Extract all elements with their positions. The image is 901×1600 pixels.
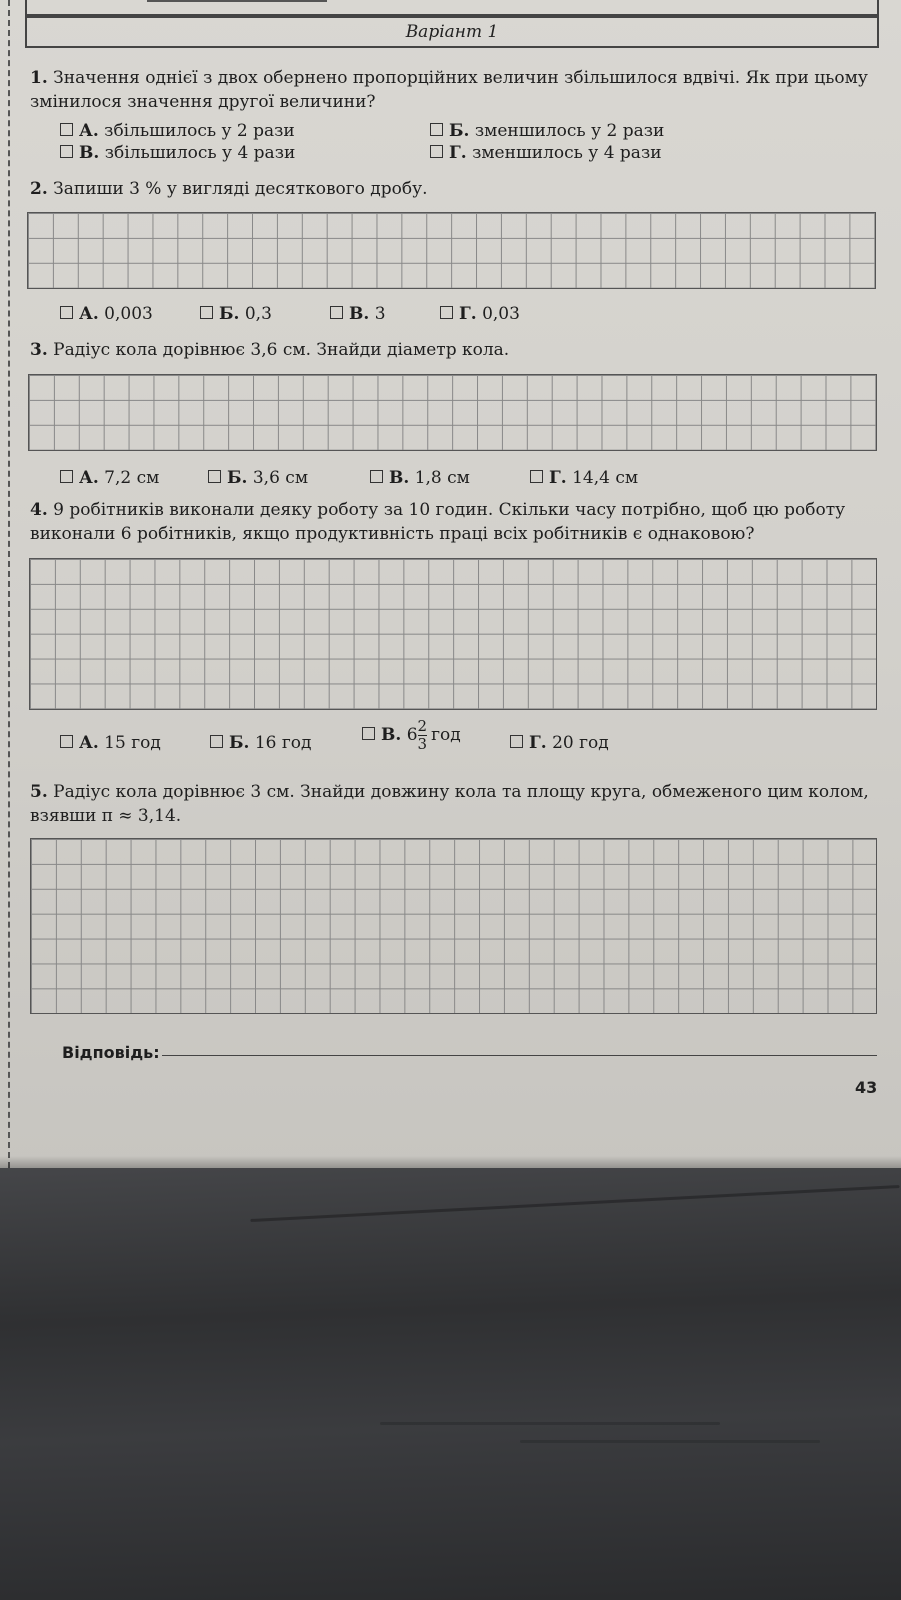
- checkbox-icon[interactable]: [60, 470, 73, 483]
- question-number: 4.: [30, 500, 48, 520]
- question-text: Радіус кола дорівнює 3 см. Знайди довжину кола та площу круга, обмеженого цим колом, взявши π ≈ 3,14.: [30, 782, 869, 826]
- checkbox-icon[interactable]: [362, 727, 375, 740]
- q3-option-b[interactable]: Б. 3,6 см: [208, 468, 308, 488]
- header-strip: [25, 0, 879, 16]
- checkbox-icon[interactable]: [440, 306, 453, 319]
- q1-option-c[interactable]: В. збільшилось у 4 рази: [60, 143, 295, 163]
- checkbox-icon[interactable]: [60, 123, 73, 136]
- question-3: [30, 338, 878, 362]
- question-text: Радіус кола дорівнює 3,6 см. Знайди діаметр кола.: [53, 340, 510, 360]
- q1-option-a[interactable]: А. збільшилось у 2 рази: [60, 121, 295, 141]
- q4-option-c[interactable]: В. 6 $\frac{2}{3}$ год: [362, 718, 461, 753]
- q1-option-d[interactable]: Г. зменшилось у 4 рази: [430, 143, 662, 163]
- mixed-fraction: $\frac{2}{3}$: [417, 717, 428, 753]
- question-text: Значення однієї з двох обернено пропорційних величин збільшилося вдвічі. Як при цьому змінилося значення другої величини?: [30, 68, 868, 112]
- question-4: [30, 498, 878, 546]
- checkbox-icon[interactable]: [430, 145, 443, 158]
- checkbox-icon[interactable]: [330, 306, 343, 319]
- question-text: Запиши 3 % у вигляді десяткового дробу.: [53, 179, 428, 199]
- variant-title: Варіант 1: [25, 16, 879, 48]
- question-number: 3.: [30, 340, 48, 360]
- checkbox-icon[interactable]: [370, 470, 383, 483]
- question-1: [30, 66, 878, 114]
- q2-option-a[interactable]: А. 0,003: [60, 304, 153, 324]
- q3-option-c[interactable]: В. 1,8 см: [370, 468, 470, 488]
- q1-option-b[interactable]: Б. зменшилось у 2 рази: [430, 121, 664, 141]
- checkbox-icon[interactable]: [60, 306, 73, 319]
- q3-option-a[interactable]: А. 7,2 см: [60, 468, 159, 488]
- question-text: 9 робітників виконали деяку роботу за 10 годин. Скільки часу потрібно, щоб цю роботу виконали 6 робітників, якщо продуктивність праці всіх робітників є однаковою?: [30, 500, 846, 544]
- q4-option-d[interactable]: Г. 20 год: [510, 733, 609, 753]
- q2-option-c[interactable]: В. 3: [330, 304, 386, 324]
- q3-option-d[interactable]: Г. 14,4 см: [530, 468, 638, 488]
- checkbox-icon[interactable]: [210, 735, 223, 748]
- question-number: 2.: [30, 179, 48, 199]
- q4-option-a[interactable]: А. 15 год: [60, 733, 161, 753]
- checkbox-icon[interactable]: [200, 306, 213, 319]
- q2-option-d[interactable]: Г. 0,03: [440, 304, 520, 324]
- q2-option-b[interactable]: Б. 0,3: [200, 304, 272, 324]
- page-number: 43: [855, 1078, 878, 1097]
- checkbox-icon[interactable]: [430, 123, 443, 136]
- checkbox-icon[interactable]: [208, 470, 221, 483]
- work-grid[interactable]: [28, 374, 877, 451]
- question-number: 5.: [30, 782, 48, 802]
- question-5: [30, 780, 878, 828]
- work-grid[interactable]: [30, 838, 877, 1014]
- checkbox-icon[interactable]: [510, 735, 523, 748]
- answer-label: Відповідь:: [62, 1043, 160, 1062]
- q4-option-b[interactable]: Б. 16 год: [210, 733, 312, 753]
- checkbox-icon[interactable]: [530, 470, 543, 483]
- work-grid[interactable]: [27, 212, 876, 289]
- answer-line[interactable]: [162, 1055, 877, 1056]
- question-2: [30, 177, 878, 201]
- table-surface: [0, 1160, 901, 1600]
- question-number: 1.: [30, 68, 48, 88]
- cut-line: [8, 0, 10, 1168]
- checkbox-icon[interactable]: [60, 145, 73, 158]
- work-grid[interactable]: [29, 558, 877, 710]
- checkbox-icon[interactable]: [60, 735, 73, 748]
